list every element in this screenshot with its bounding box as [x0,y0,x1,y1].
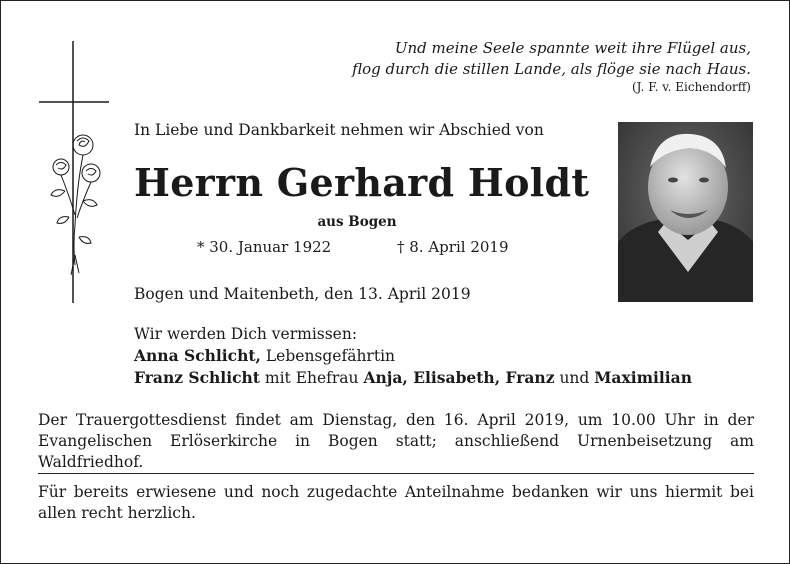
mourner-connector: und [554,369,595,387]
farewell-intro: In Liebe und Dankbarkeit nehmen wir Abschied von [134,121,544,139]
mourners-intro: Wir werden Dich vermissen: [134,325,358,343]
quote-line-2: flog durch die stillen Lande, als flöge sie nach Haus. [352,60,751,78]
mourner-name: Anja, Elisabeth, Franz [363,368,555,387]
mourner-name: Franz Schlicht [134,368,260,387]
place-date: Bogen und Maitenbeth, den 13. April 2019 [134,285,471,303]
mourner-line-2 [134,367,692,389]
mourner-relation: Lebensgefährtin [260,347,396,365]
portrait-photo [618,122,753,302]
deceased-origin: aus Bogen [317,214,397,230]
death-date: † 8. April 2019 [397,238,509,256]
cross-with-roses-icon [39,41,109,303]
quote-line-1: Und meine Seele spannte weit ihre Flügel aus, [394,39,751,57]
mourner-line-1 [134,345,692,367]
mourner-relation: mit Ehefrau [259,369,364,387]
divider [38,473,754,474]
quote-author: (J. F. v. Eichendorff) [632,80,751,94]
mourner-name: Anna Schlicht, [134,346,261,365]
thanks-text: Für bereits erwiesene und noch zugedachte Anteilnahme bedanken wir uns hiermit bei allen recht herzlich. [38,483,754,522]
service-info: Der Trauergottesdienst findet am Dienstag, den 16. April 2019, um 10.00 Uhr in der Evangelischen Erlöserkirche in Bogen statt; anschließend Urnenbeisetzung am Waldfriedhof. [38,411,754,471]
mourners-block [134,324,692,389]
birth-date: * 30. Januar 1922 [197,238,332,256]
mourner-name: Maximilian [594,368,692,387]
deceased-name: Herrn Gerhard Holdt [134,160,590,205]
